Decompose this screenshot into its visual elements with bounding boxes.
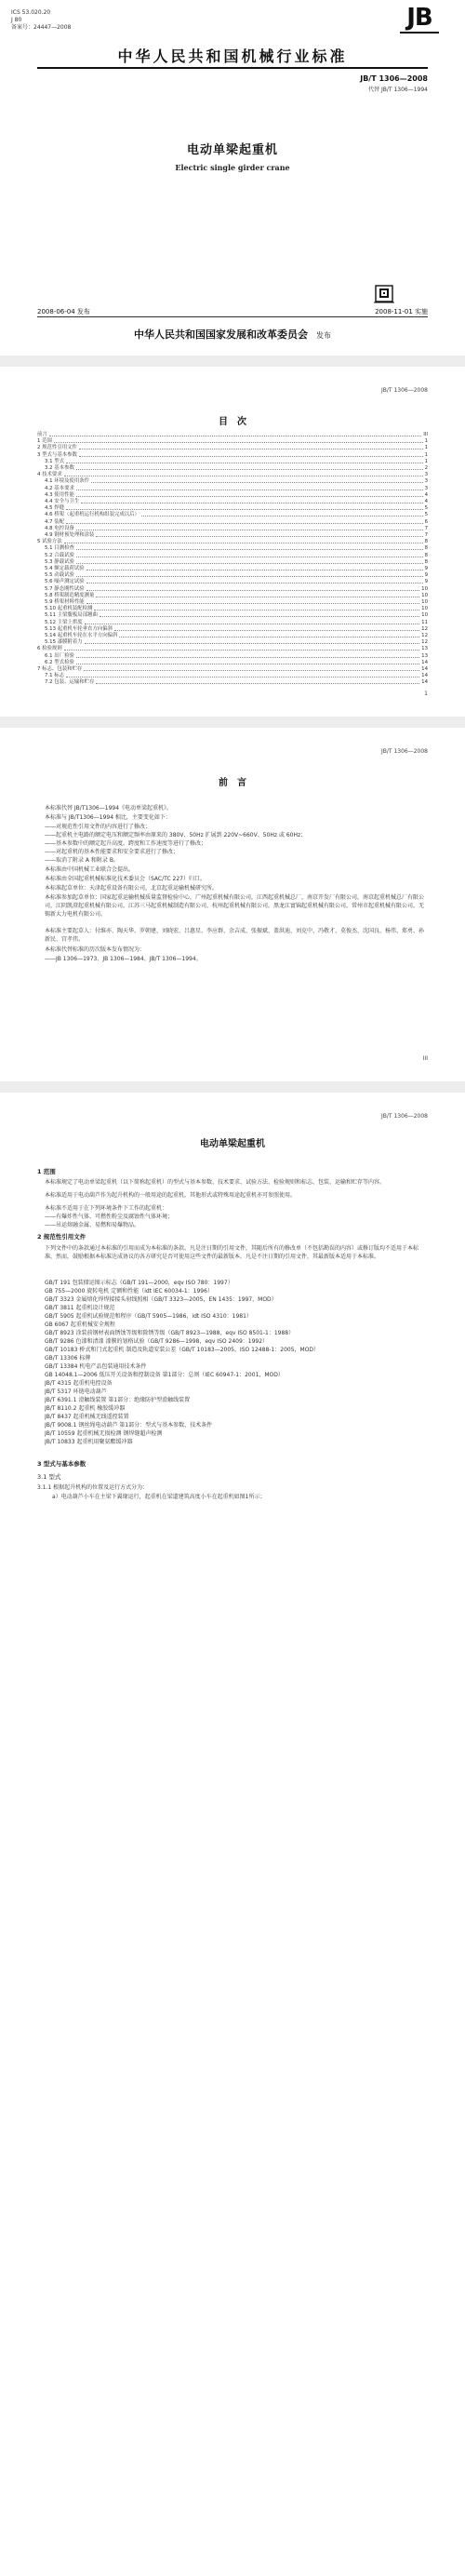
- foreword-paragraph: ——取消了附录 A 和附录 B。: [45, 857, 119, 864]
- normative-reference: JB/T 8110.2 起重机 橡胶缓冲器: [45, 1405, 126, 1412]
- document-title: 电动单梁起重机: [186, 143, 278, 157]
- issuer-line: [0, 324, 465, 342]
- toc-entry-page: 10: [421, 606, 428, 612]
- normative-reference: GB 755—2000 旋转电机 定额和性能（idt IEC 60034-1：1996）: [45, 1288, 213, 1295]
- normative-reference: JB/T 5317 环链电动葫芦: [45, 1389, 107, 1395]
- document-title-en: Electric single girder crane: [175, 163, 290, 172]
- toc-leader: [66, 505, 422, 510]
- toc-leader: [84, 666, 419, 671]
- section-3-1-1: 3.1.1 根据起升机构的位置及运行方式分为：: [37, 1484, 149, 1491]
- record-number: 备案号：24447—2008: [11, 24, 72, 31]
- toc-leader: [114, 626, 419, 631]
- class-code: J 80: [11, 17, 22, 23]
- toc-entry-title: 6 检验规则: [37, 646, 62, 652]
- toc-entry-title: 4.7 装配: [45, 518, 65, 525]
- toc-entry-title: 2 规范性引用文件: [37, 445, 77, 451]
- toc-entry-page: 12: [421, 639, 428, 646]
- foreword-paragraph: 本标准代替标准的历次版本发布情况为：: [45, 946, 146, 953]
- toc-entry-page: 1: [424, 445, 428, 451]
- normative-reference: GB 14048.1—2006 低压开关设备和控制设备 第1部分：总则（IEC 60947-1：2001，MOD）: [45, 1372, 284, 1378]
- toc-entry[interactable]: [37, 499, 428, 505]
- section-3-1-heading: 3.1 型式: [37, 1473, 61, 1481]
- toc-entry[interactable]: [37, 526, 428, 532]
- section-1-paragraph: 本标准适用于电动葫芦作为起升机构的一般用途的起重机，其他形式或特殊用途起重机亦可参照使用。: [45, 1192, 297, 1199]
- toc-entry-page: 4: [424, 499, 428, 504]
- normative-reference: GB/T 13384 机电产品包装通用技术条件: [45, 1363, 147, 1370]
- toc-entry-title: 5.3 静载试验: [45, 558, 74, 565]
- toc-entry[interactable]: [37, 486, 428, 492]
- toc-entry-page: 12: [421, 625, 428, 632]
- toc-leader: [85, 639, 419, 644]
- issuer: 中华人民共和国国家发展和改革委员会: [133, 329, 308, 341]
- foreword-paragraph: ——对规范性引用文件的内容进行了修改；: [45, 824, 152, 830]
- toc-header: JB/T 1306—2008: [380, 387, 428, 394]
- normative-reference: JB/T 4315 起重机电控设备: [45, 1380, 113, 1387]
- toc-entry[interactable]: [37, 599, 428, 606]
- toc-entry-page: 10: [421, 612, 428, 619]
- toc-entry-page: 8: [424, 539, 428, 545]
- issuer-suffix: 发布: [316, 331, 332, 340]
- toc-entry-title: 5.10 起重机装配检测: [45, 606, 93, 612]
- toc-entry[interactable]: [37, 666, 428, 673]
- toc-title: 目 次: [219, 417, 246, 427]
- toc-leader: [141, 512, 423, 517]
- toc-entry[interactable]: [37, 612, 428, 619]
- toc-entry[interactable]: [37, 572, 428, 579]
- toc-entry-title: 3 型式与基本参数: [37, 451, 77, 458]
- toc-leader: [64, 646, 419, 651]
- toc-entry-title: 5.14 起重机车轮在水平方向偏斜: [45, 633, 118, 638]
- toc-entry[interactable]: [37, 465, 428, 472]
- foreword-page-number: III: [422, 1055, 428, 1062]
- toc-entry[interactable]: [37, 626, 428, 633]
- toc-entry-title: 6.1 出厂检验: [45, 652, 74, 659]
- normative-reference: GB/T 3323 金属熔化焊焊接接头射线照相（GB/T 3323—2005，EN 1435：1997，MOD）: [45, 1296, 277, 1303]
- toc-entry-page: 6: [424, 518, 428, 525]
- toc-entry-page: 1: [424, 438, 428, 445]
- toc-entry-title: 5.4 额定载荷试验: [45, 566, 85, 571]
- toc-entry[interactable]: [37, 633, 428, 639]
- toc-entry[interactable]: [37, 620, 428, 626]
- toc-entry[interactable]: [37, 438, 428, 445]
- toc-leader: [66, 673, 419, 678]
- foreword-page: [0, 728, 465, 1081]
- section-1-paragraph: ——吊运熔融金属、易燃和易爆物品。: [45, 1222, 140, 1228]
- toc-entry-title: 1 范围: [37, 438, 52, 445]
- toc-leader: [86, 566, 423, 570]
- page-separator: [0, 1081, 465, 1093]
- toc-entry-title: 5.15 漆膜附着力: [45, 639, 83, 646]
- cover-bottom-rule: [37, 316, 428, 317]
- toc-entry-title: 3.2 基本参数: [45, 465, 74, 471]
- toc-leader: [76, 653, 419, 658]
- cover-top-rule: [37, 67, 428, 69]
- toc-entry-page: 14: [421, 679, 428, 686]
- toc-entry-title: 4 技术要求: [37, 472, 62, 478]
- toc-leader: [76, 526, 423, 530]
- foreword-paragraph: 本标准参加起草单位：国家起重运输机械质量监督检验中心，广州起重机械有限公司，江西起重机械总厂，南京开发厂有限公司，南京起重机械总厂有限公司，江阴凯澄起重机械有限公司，江苏三马起重机械制造有限公司，杭州起重机械有限公司，黑龙江富锦起重机械有限公司，常州市起重机械有限公司，无锡新大力电机有限公司。: [45, 894, 425, 918]
- toc-leader: [86, 599, 420, 604]
- toc-entry[interactable]: [37, 452, 428, 459]
- section-3-heading: 3 型式与基本参数: [37, 1460, 86, 1468]
- replaces-note: 代替 JB/T 1306—1994: [368, 87, 428, 93]
- toc-entry-page: III: [423, 432, 428, 437]
- toc-entry-page: 14: [421, 673, 428, 679]
- toc-entry[interactable]: [37, 519, 428, 526]
- toc-leader: [76, 486, 423, 490]
- toc-entry[interactable]: [37, 639, 428, 646]
- ics-code: ICS 53.020.20: [11, 9, 51, 16]
- toc-leader: [96, 679, 419, 684]
- toc-entry-title: 5.6 噪声测定试验: [45, 579, 85, 585]
- toc-leader: [100, 612, 419, 617]
- toc-entry-page: 3: [424, 485, 428, 491]
- foreword-paragraph: 本标准起草单位：天津起重设备有限公司，北京起重运输机械研究所。: [45, 885, 219, 892]
- toc-entry-title: 4.9 钢材预处理和涂装: [45, 532, 95, 538]
- toc-leader: [66, 459, 422, 463]
- toc-entry-title: 7.2 包装、运输和贮存: [45, 679, 95, 686]
- toc-leader: [76, 553, 423, 557]
- toc-entry-page: 9: [424, 579, 428, 585]
- toc-entry[interactable]: [37, 445, 428, 451]
- toc-leader: [94, 606, 419, 610]
- toc-entry-title: 5.11 主梁腹板局部翘曲: [45, 612, 98, 619]
- toc-entry-title: 3.1 型式: [45, 458, 65, 464]
- toc-entry[interactable]: [37, 432, 428, 438]
- toc-entry-title: 5.1 目测检查: [45, 545, 74, 552]
- toc-entry[interactable]: [37, 553, 428, 559]
- foreword-paragraph: 本标准由全国起重机械标准化技术委员会（SAC/TC 227）归口。: [45, 876, 206, 882]
- normative-reference: JB/T 8437 起重机械无线遥控装置: [45, 1414, 129, 1420]
- toc-entry-page: 8: [424, 552, 428, 558]
- section-1-paragraph: 本标准规定了电动单梁起重机（以下简称起重机）的型式与基本参数、技术要求、试验方法、检验规则和标志、包装、运输和贮存等内容。: [45, 1179, 386, 1186]
- foreword-header: JB/T 1306—2008: [380, 748, 428, 755]
- normative-reference: GB/T 13306 标牌: [45, 1355, 91, 1362]
- toc-entry-page: 12: [421, 633, 428, 638]
- toc-entry-title: 5.7 静态刚性试验: [45, 585, 85, 592]
- toc-entry-title: 7 标志、包装和贮存: [37, 666, 83, 672]
- toc-entry-page: 10: [421, 592, 428, 598]
- toc-entry-page: 8: [424, 545, 428, 552]
- normative-reference: JB/T 9008.1 钢丝绳电动葫芦 第1部分：型式与基本参数、技术条件: [45, 1422, 213, 1429]
- body-header: JB/T 1306—2008: [380, 1113, 428, 1120]
- toc-entry-title: 4.5 焊缝: [45, 505, 65, 512]
- toc-entry[interactable]: [37, 532, 428, 539]
- page-separator: [0, 717, 465, 728]
- normative-reference: GB/T 3811 起重机设计规范: [45, 1305, 115, 1311]
- toc-entry-page: 1: [424, 451, 428, 458]
- section-1-paragraph: ——有爆炸性气体、可燃性粉尘及腐蚀性气体环境；: [45, 1214, 174, 1220]
- section-2-heading: 2 规范性引用文件: [37, 1233, 86, 1241]
- toc-entry-page: 1: [424, 458, 428, 464]
- section-1-heading: 1 范围: [37, 1168, 56, 1175]
- toc-entry[interactable]: [37, 579, 428, 585]
- standard-title: 中华人民共和国机械行业标准: [117, 47, 348, 65]
- toc-page-number: 1: [424, 691, 428, 697]
- toc-entry-page: 3: [424, 478, 428, 485]
- toc-leader: [49, 432, 421, 436]
- toc-leader: [64, 539, 423, 543]
- foreword-paragraph: ——JB 1306—1973、JB 1306—1984、JB/T 1306—1994。: [45, 956, 202, 962]
- toc-entry-page: 9: [424, 566, 428, 571]
- toc-entry-title: 5.9 桥架材料性能: [45, 599, 85, 605]
- toc-leader: [76, 492, 423, 497]
- normative-reference: GB/T 191 包装储运图示标志（GB/T 191—2000，eqv ISO 780：1997）: [45, 1280, 233, 1286]
- toc-entry[interactable]: [37, 660, 428, 666]
- issue-date: 2008-06-04 发布: [37, 308, 90, 315]
- toc-entry[interactable]: [37, 559, 428, 566]
- foreword-paragraph: 本标准由中国机械工业联合会提出。: [45, 866, 135, 873]
- toc-leader: [81, 499, 422, 503]
- normative-reference: GB 6067 起重机械安全规程: [45, 1322, 115, 1328]
- toc-entry-page: 10: [421, 585, 428, 592]
- toc-leader: [96, 532, 422, 537]
- toc-leader: [86, 579, 423, 584]
- toc-entry-title: 4.6 桥架（起重机运行机构组装完成以后）: [45, 512, 140, 518]
- toc-entry-title: 6.2 型式检验: [45, 659, 74, 665]
- foreword-paragraph: ——对起重机的基本性能要求和安全要求进行了修改；: [45, 849, 179, 855]
- page-separator: [0, 356, 465, 367]
- section-1-paragraph: 本标准不适用于在下列环境条件下工作的起重机：: [45, 1205, 168, 1212]
- toc-entry-page: 2: [424, 465, 428, 471]
- toc-entry[interactable]: [37, 673, 428, 679]
- toc-page: [0, 367, 465, 717]
- toc-leader: [64, 472, 423, 476]
- toc-leader: [76, 545, 423, 550]
- toc-entry[interactable]: [37, 646, 428, 652]
- toc-leader: [79, 452, 423, 457]
- toc-entry-title: 4.4 安全与卫生: [45, 499, 80, 504]
- normative-reference: JB/T 6391.1 滑触线装置 第1部分：绝缘防护型滑触线装置: [45, 1397, 191, 1403]
- toc-entry[interactable]: [37, 472, 428, 478]
- toc-entry-title: 4.1 环境及使用条件: [45, 478, 90, 485]
- toc-entry-title: 5.13 起重机车轮垂直方向偏斜: [45, 625, 113, 632]
- foreword-paragraph: 本标准代替 JB/T1306—1994《电动单梁起重机》。: [45, 805, 173, 812]
- toc-entry-page: 5: [424, 512, 428, 518]
- foreword-title: 前 言: [219, 778, 246, 788]
- toc-entry-page: 13: [421, 646, 428, 652]
- cover-page: [0, 0, 465, 356]
- toc-entry[interactable]: [37, 593, 428, 599]
- toc-entry-title: 4.8 电控设备: [45, 525, 74, 531]
- foreword-paragraph: ——基本参数中的额定起升高度，跨度和工作速度等进行了修改；: [45, 840, 207, 847]
- toc-entry[interactable]: [37, 586, 428, 593]
- foreword-paragraph: 本标准主要起草人：付维亦、陶天华、罗朝建、刘晓宏、吕惠星、李应群、余吉成、张振斌、盖洪迪、刘克中、冯敬才、莫俊杰、沈国良、杨伟、郑勇、孙新民、宫孝伟。: [45, 928, 425, 943]
- toc-entry-page: 3: [424, 472, 428, 478]
- normative-reference: JB/T 10559 起重机械无损检测 钢焊缝超声检测: [45, 1430, 163, 1437]
- toc-entry[interactable]: [37, 566, 428, 572]
- toc-entry[interactable]: [37, 459, 428, 465]
- toc-leader: [76, 465, 423, 470]
- toc-leader: [76, 660, 419, 664]
- foreword-paragraph: ——起重机主电路的额定电压和额定频率由原来的 380V、50Hz 扩展到 220V~660V、50Hz 或 60Hz；: [45, 832, 307, 839]
- implementation-date: 2008-11-01 实施: [375, 308, 428, 315]
- toc-leader: [54, 438, 423, 443]
- toc-entry-title: 5.5 动载试验: [45, 572, 74, 579]
- toc-entry-title: 4.2 基本要求: [45, 485, 74, 491]
- normative-reference: GB/T 10183 桥式和门式起重机 制造及轨道安装公差（GB/T 10183—2005，ISO 12488-1：2005，MOD）: [45, 1347, 320, 1353]
- stamp-graphic: [372, 283, 396, 303]
- toc-entry[interactable]: [37, 653, 428, 660]
- jb-logo-text: JB: [406, 4, 432, 32]
- toc-leader: [96, 593, 419, 597]
- normative-reference: JB/T 10833 起重机用聚氨酯缓冲器: [45, 1439, 133, 1445]
- toc-entry-title: 5.8 桥架制造精度测量: [45, 592, 95, 598]
- toc-entry-page: 7: [424, 532, 428, 538]
- toc-entry-page: 9: [424, 572, 428, 579]
- section-3-1-1-a: a）电动葫芦小车在主梁下翼缘运行，起重机在梁道建筑高度小车在起重机如图1所示；: [52, 1494, 266, 1500]
- toc-entry-page: 11: [421, 619, 428, 625]
- toc-entry-page: 4: [424, 491, 428, 498]
- normative-reference: GB/T 9286 色漆和清漆 漆膜的划格试验（GB/T 9286—1998，eqv ISO 2409：1992）: [45, 1338, 269, 1345]
- toc-entry[interactable]: [37, 478, 428, 485]
- toc-entry[interactable]: [37, 492, 428, 499]
- toc-entry[interactable]: [37, 679, 428, 686]
- toc-leader: [66, 519, 422, 524]
- toc-leader: [85, 620, 419, 624]
- toc-leader: [79, 445, 423, 449]
- toc-entry-page: 7: [424, 525, 428, 531]
- toc-entry-page: 13: [421, 652, 428, 659]
- toc-entry[interactable]: [37, 512, 428, 518]
- toc-leader: [76, 572, 423, 577]
- toc-entry-page: 10: [421, 599, 428, 605]
- body-title: 电动单梁起重机: [200, 1139, 265, 1149]
- toc-entry-title: 5.2 合载试验: [45, 552, 74, 558]
- toc-entry-page: 8: [424, 558, 428, 565]
- toc-entry-title: 4.3 使用性能: [45, 491, 74, 498]
- toc-entry-page: 14: [421, 666, 428, 672]
- section-2-intro: 下列文件中的条款通过本标准的引用而成为本标准的条款。凡是注日期的引用文件，其随后所有的修改单（不包括勘误的内容）或修订版均不适用于本标准，然而，鼓励根据本标准达成协议的各方研究是否可使用这些文件的最新版本。凡是不注日期的引用文件，其最新版本适用于本标准。: [45, 1245, 419, 1260]
- toc-entry-page: 14: [421, 659, 428, 665]
- toc-entry-title: 7.1 标志: [45, 673, 65, 679]
- toc-entry[interactable]: [37, 539, 428, 545]
- toc-entry-page: 5: [424, 505, 428, 512]
- jb-logo: [400, 6, 439, 34]
- toc-leader: [119, 633, 419, 637]
- toc-entry-title: 5 试验方法: [37, 539, 62, 545]
- toc-entry-title: 5.12 主梁上拱度: [45, 619, 83, 625]
- toc-entry[interactable]: [37, 545, 428, 552]
- toc-leader: [91, 478, 423, 483]
- standard-number: JB/T 1306—2008: [360, 74, 428, 83]
- toc-leader: [86, 586, 420, 591]
- toc-entry-title: 前言: [37, 432, 47, 437]
- normative-reference: GB/T 8923 涂装前钢材表面锈蚀等级和除锈等级（GB/T 8923—1988，eqv ISO 8501-1：1988）: [45, 1330, 295, 1336]
- body-page: [0, 1093, 465, 2576]
- toc-leader: [76, 559, 423, 564]
- foreword-paragraph: 本标准与 JB/T1306—1994 相比，主要变化如下：: [45, 814, 171, 821]
- normative-reference: GB/T 5905 起重机试验规范和程序（GB/T 5905—1986，idt ISO 4310：1981）: [45, 1313, 252, 1320]
